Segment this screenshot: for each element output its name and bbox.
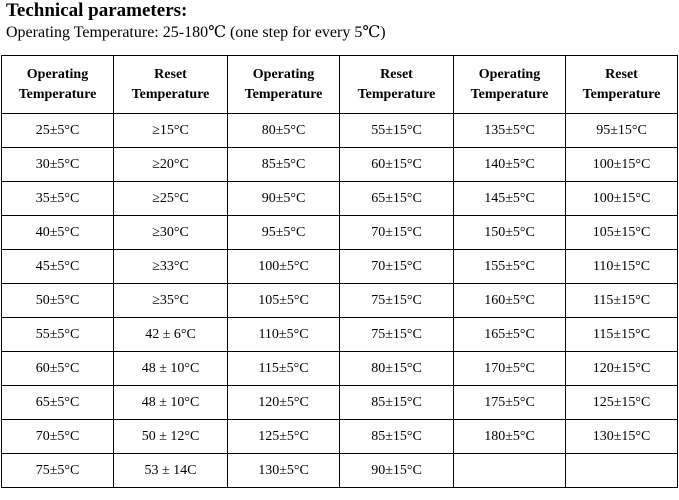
operating-temperature-cell [2, 454, 114, 488]
reset-temperature-cell [340, 284, 454, 318]
cell-value: ≥20°C [152, 156, 189, 172]
reset-temperature-cell [340, 216, 454, 250]
cell-value: 40±5°C [35, 224, 80, 240]
operating-temperature-cell [454, 318, 566, 352]
operating-temperature-cell [454, 352, 566, 386]
cell-value: 95±5°C [261, 224, 306, 240]
header-line: Reset [380, 66, 413, 82]
cell-value: 70±5°C [35, 428, 80, 444]
table-row [2, 216, 678, 250]
header-line: Reset [605, 66, 638, 82]
table-row [2, 318, 678, 352]
reset-temperature-cell [114, 386, 228, 420]
cell-value: 125±15°C [592, 394, 651, 410]
header-row [2, 56, 678, 114]
reset-temperature-cell [566, 148, 678, 182]
reset-temperature-cell [566, 250, 678, 284]
operating-temperature-cell [454, 148, 566, 182]
cell-value: 110±15°C [592, 258, 651, 274]
cell-value: 115±15°C [592, 292, 651, 308]
operating-temperature-cell [454, 182, 566, 216]
reset-temperature-cell [566, 352, 678, 386]
cell-value: 85±5°C [261, 156, 306, 172]
operating-temperature-cell [228, 318, 340, 352]
cell-value: 175±5°C [484, 394, 535, 410]
reset-temperature-cell [114, 148, 228, 182]
cell-value: 35±5°C [35, 190, 80, 206]
operating-temperature-cell [228, 182, 340, 216]
operating-temperature-cell [454, 386, 566, 420]
operating-temperature-cell [228, 114, 340, 148]
cell-value: 75±15°C [371, 326, 422, 342]
cell-value: 60±15°C [371, 156, 422, 172]
cell-value: 85±15°C [371, 394, 422, 410]
operating-temperature-cell [454, 284, 566, 318]
reset-temperature-cell [114, 182, 228, 216]
reset-temperature-cell [566, 420, 678, 454]
cell-value: ≥35°C [152, 292, 189, 308]
cell-value: 105±15°C [592, 224, 651, 240]
reset-temperature-cell [566, 182, 678, 216]
operating-temperature-cell [2, 114, 114, 148]
reset-temperature-cell [340, 250, 454, 284]
cell-value: 48 ± 10°C [141, 360, 200, 376]
cell-value: 65±5°C [35, 394, 80, 410]
cell-value: 60±5°C [35, 360, 80, 376]
header-operating-temperature [2, 56, 114, 114]
operating-temperature-cell [228, 386, 340, 420]
reset-temperature-cell [566, 386, 678, 420]
operating-temperature-cell [228, 148, 340, 182]
operating-temperature-cell [228, 284, 340, 318]
cell-value: 100±15°C [592, 156, 651, 172]
cell-value: 80±5°C [261, 122, 306, 138]
operating-temperature-cell [228, 420, 340, 454]
reset-temperature-cell [114, 114, 228, 148]
header-line: Reset [154, 66, 187, 82]
header-line: Operating [478, 66, 541, 82]
cell-value: 110±5°C [258, 326, 309, 342]
cell-value: 130±15°C [592, 428, 651, 444]
reset-temperature-cell [340, 454, 454, 488]
operating-temperature-cell [454, 454, 566, 488]
cell-value: 180±5°C [484, 428, 535, 444]
operating-temperature-cell [228, 352, 340, 386]
cell-value: 55±15°C [371, 122, 422, 138]
header-operating-temperature [454, 56, 566, 114]
cell-value: 160±5°C [484, 292, 535, 308]
cell-value: 100±5°C [258, 258, 309, 274]
operating-temperature-cell [2, 148, 114, 182]
cell-value: ≥30°C [152, 224, 189, 240]
reset-temperature-cell [566, 318, 678, 352]
table-row [2, 386, 678, 420]
cell-value: 170±5°C [484, 360, 535, 376]
header-line: Temperature [244, 86, 323, 102]
cell-value: 135±5°C [484, 122, 535, 138]
reset-temperature-cell [340, 386, 454, 420]
cell-value: 100±15°C [592, 190, 651, 206]
cell-value: 155±5°C [484, 258, 535, 274]
header-reset-temperature [340, 56, 454, 114]
table-header [2, 56, 678, 114]
reset-temperature-cell [566, 114, 678, 148]
operating-temperature-cell [2, 250, 114, 284]
cell-value: 55±5°C [35, 326, 80, 342]
reset-temperature-cell [340, 114, 454, 148]
table-body [2, 114, 678, 488]
cell-value: 50±5°C [35, 292, 80, 308]
operating-temperature-cell [2, 420, 114, 454]
header-line: Temperature [357, 86, 436, 102]
table-row [2, 250, 678, 284]
cell-value: 70±15°C [371, 224, 422, 240]
reset-temperature-cell [114, 454, 228, 488]
table-row [2, 454, 678, 488]
cell-value: 130±5°C [258, 462, 309, 478]
cell-value: ≥25°C [152, 190, 189, 206]
reset-temperature-cell [340, 420, 454, 454]
operating-temperature-cell [2, 284, 114, 318]
cell-value: ≥15°C [152, 122, 189, 138]
operating-temperature-cell [454, 420, 566, 454]
operating-temperature-cell [454, 250, 566, 284]
table-row [2, 182, 678, 216]
header-line: Temperature [470, 86, 549, 102]
cell-value: 150±5°C [484, 224, 535, 240]
cell-value: 50 ± 12°C [141, 428, 200, 444]
reset-temperature-cell [114, 420, 228, 454]
cell-value: 125±5°C [258, 428, 309, 444]
reset-temperature-cell [340, 148, 454, 182]
cell-value: 75±5°C [35, 462, 80, 478]
cell-value: 95±15°C [596, 122, 647, 138]
cell-value: 75±15°C [371, 292, 422, 308]
cell-value: 70±15°C [371, 258, 422, 274]
header-reset-temperature [114, 56, 228, 114]
cell-value: 145±5°C [484, 190, 535, 206]
cell-value: 65±15°C [371, 190, 422, 206]
reset-temperature-cell [340, 318, 454, 352]
cell-value: 90±15°C [371, 462, 422, 478]
technical-parameters-table [1, 55, 678, 488]
operating-temperature-cell [2, 352, 114, 386]
cell-value: 48 ± 10°C [141, 394, 200, 410]
cell-value: 140±5°C [484, 156, 535, 172]
cell-value: 30±5°C [35, 156, 80, 172]
cell-value: 120±15°C [592, 360, 651, 376]
reset-temperature-cell [566, 454, 678, 488]
header-line: Temperature [18, 86, 97, 102]
page-title: Technical parameters: [6, 0, 188, 21]
reset-temperature-cell [114, 250, 228, 284]
cell-value: 105±5°C [258, 292, 309, 308]
table-row [2, 284, 678, 318]
operating-temperature-cell [2, 182, 114, 216]
operating-temperature-cell [2, 216, 114, 250]
cell-value: 80±15°C [371, 360, 422, 376]
cell-value: 25±5°C [35, 122, 80, 138]
operating-temperature-cell [454, 114, 566, 148]
operating-temperature-cell [228, 250, 340, 284]
table-row [2, 352, 678, 386]
cell-value: 115±5°C [258, 360, 309, 376]
reset-temperature-cell [114, 284, 228, 318]
reset-temperature-cell [566, 284, 678, 318]
operating-temperature-cell [2, 386, 114, 420]
cell-value: 120±5°C [258, 394, 309, 410]
table-row [2, 420, 678, 454]
cell-value: 115±15°C [592, 326, 651, 342]
reset-temperature-cell [340, 182, 454, 216]
reset-temperature-cell [340, 352, 454, 386]
header-line: Operating [252, 66, 315, 82]
header-reset-temperature [566, 56, 678, 114]
reset-temperature-cell [114, 318, 228, 352]
operating-temperature-summary: Operating Temperature: 25-180℃ (one step for every 5℃) [6, 24, 386, 41]
operating-temperature-cell [228, 454, 340, 488]
table-row [2, 114, 678, 148]
table-row [2, 148, 678, 182]
reset-temperature-cell [114, 352, 228, 386]
reset-temperature-cell [114, 216, 228, 250]
header-operating-temperature [228, 56, 340, 114]
cell-value: 90±5°C [261, 190, 306, 206]
operating-temperature-cell [454, 216, 566, 250]
cell-value: 53 ± 14C [144, 462, 197, 478]
header-line: Temperature [582, 86, 661, 102]
header-line: Temperature [131, 86, 210, 102]
operating-temperature-cell [2, 318, 114, 352]
cell-value: ≥33°C [152, 258, 189, 274]
cell-value: 165±5°C [484, 326, 535, 342]
reset-temperature-cell [566, 216, 678, 250]
operating-temperature-cell [228, 216, 340, 250]
cell-value: 42 ± 6°C [145, 326, 196, 342]
header-line: Operating [26, 66, 89, 82]
cell-value: 85±15°C [371, 428, 422, 444]
cell-value: 45±5°C [35, 258, 80, 274]
